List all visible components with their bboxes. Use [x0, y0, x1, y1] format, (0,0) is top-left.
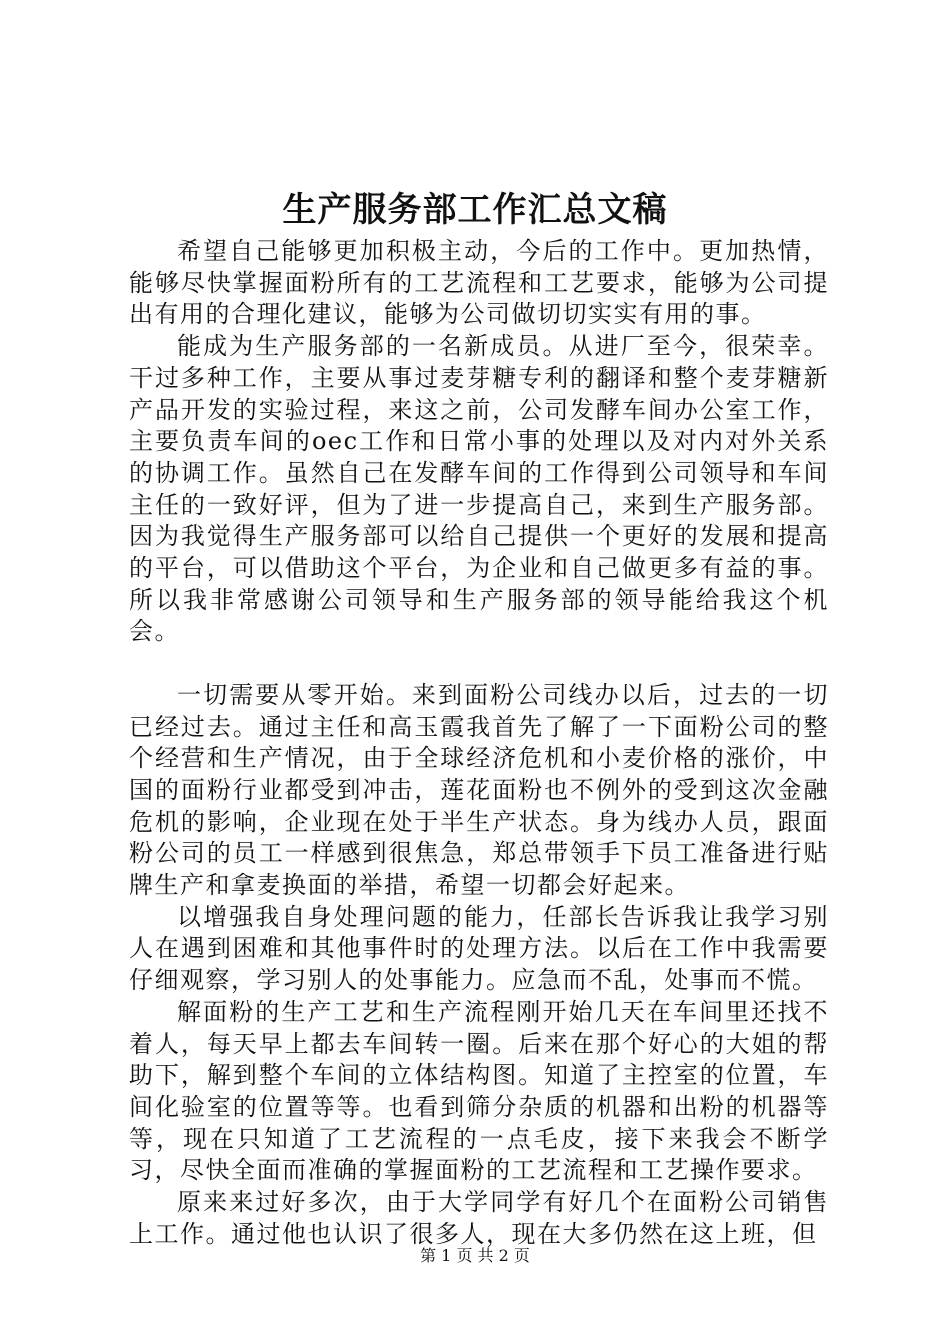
paragraph: 解面粉的生产工艺和生产流程刚开始几天在车间里还找不着人，每天早上都去车间转一圈。后来在那个好心的大姐的帮助下，解到整个车间的立体结构图。知道了主控室的位置，车间化验室的位置等等。也看到筛分杂质的机器和出粉的机器等等，现在只知道了工艺流程的一点毛皮，接下来我会不断学习，尽快全面而准确的掌握面粉的工艺流程和工艺操作要求。 — [129, 997, 829, 1185]
document-title: 生产服务部工作汇总文稿 — [282, 190, 668, 230]
page-number-footer: 第 1 页 共 2 页 — [420, 1246, 530, 1265]
paragraph: 以增强我自身处理问题的能力，任部长告诉我让我学习别人在遇到困难和其他事件时的处理方法。以后在工作中我需要仔细观察，学习别人的处事能力。应急而不乱，处事而不慌。 — [129, 902, 829, 995]
document-body — [129, 236, 829, 1250]
paragraph: 一切需要从零开始。来到面粉公司线办以后，过去的一切已经过去。通过主任和高玉霞我首先了解了一下面粉公司的整个经营和生产情况，由于全球经济危机和小麦价格的涨价，中国的面粉行业都受到冲击，莲花面粉也不例外的受到这次金融危机的影响，企业现在处于半生产状态。身为线办人员，跟面粉公司的员工一样感到很焦急，郑总带领手下员工准备进行贴牌生产和拿麦换面的举措，希望一切都会好起来。 — [129, 680, 829, 900]
paragraph: 能成为生产服务部的一名新成员。从进厂至今，很荣幸。干过多种工作，主要从事过麦芽糖专利的翻译和整个麦芽糖新产品开发的实验过程，来这之前，公司发酵车间办公室工作，主要负责车间的oec工作和日常小事的处理以及对内对外关系的协调工作。虽然自己在发酵车间的工作得到公司领导和车间主任的一致好评，但为了进一步提高自己，来到生产服务部。因为我觉得生产服务部可以给自己提供一个更好的发展和提高的平台，可以借助这个平台，为企业和自己做更多有益的事。所以我非常感谢公司领导和生产服务部的领导能给我这个机会。 — [129, 332, 829, 646]
paragraph: 原来来过好多次，由于大学同学有好几个在面粉公司销售上工作。通过他也认识了很多人，现在大多仍然在这上班，但 — [129, 1188, 829, 1248]
paragraph: 希望自己能够更加积极主动，今后的工作中。更加热情，能够尽快掌握面粉所有的工艺流程和工艺要求，能够为公司提出有用的合理化建议，能够为公司做切切实实有用的事。 — [129, 237, 829, 329]
